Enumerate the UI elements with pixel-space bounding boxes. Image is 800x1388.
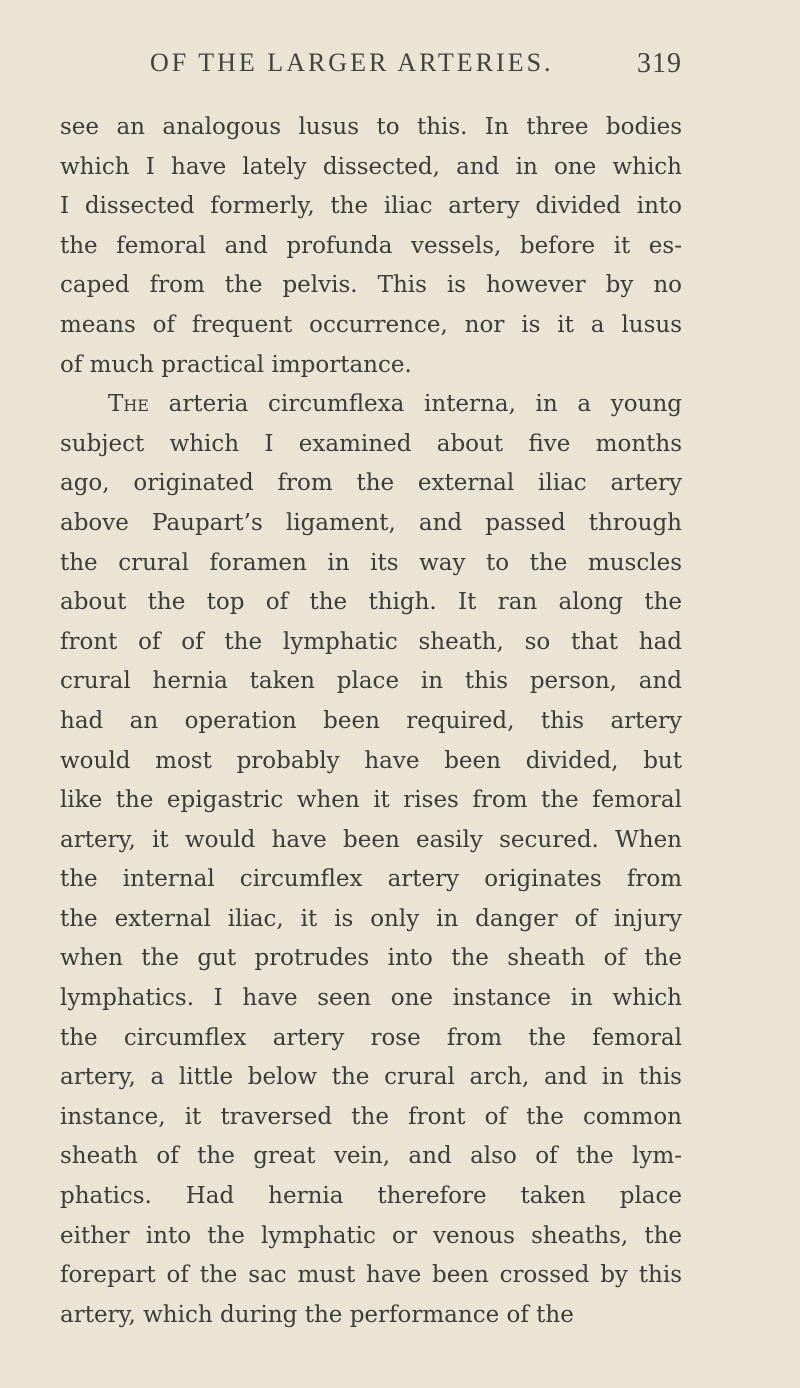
text-line: the external iliac, it is only in danger of injury [60, 905, 682, 932]
running-head [150, 48, 682, 88]
text-line: caped from the pelvis. This is however by no [60, 272, 682, 299]
text-line: the circumflex artery rose from the femoral [60, 1024, 682, 1051]
text-line: see an analogous lusus to this. In three bodies [60, 114, 682, 140]
text-line-first [60, 385, 682, 425]
text-line: the internal circumflex artery originates from [60, 866, 682, 893]
text-line: forepart of the sac must have been crossed by this [60, 1262, 682, 1289]
paragraph-1 [60, 108, 682, 385]
text-line: would most probably have been divided, but [60, 747, 682, 774]
paragraph-lead-word: The [108, 391, 149, 418]
first-line-text: arteria circumflexa interna, in a young [148, 391, 682, 418]
text-line: ago, originated from the external iliac artery [60, 470, 682, 497]
text-line: means of frequent occurrence, nor is it a lusus [60, 311, 682, 338]
text-line: instance, it traversed the front of the common [60, 1103, 682, 1130]
text-line: crural hernia taken place in this person, and [60, 668, 682, 695]
text-line: lymphatics. I have seen one instance in which [60, 985, 682, 1012]
text-line: the femoral and profunda vessels, before it es- [60, 232, 682, 259]
text-line: sheath of the great vein, and also of the lym- [60, 1143, 682, 1170]
text-line: artery, a little below the crural arch, and in this [60, 1064, 682, 1091]
text-line: like the epigastric when it rises from the femoral [60, 787, 682, 814]
text-line: artery, which during the performance of the [60, 1301, 574, 1328]
text-line: had an operation been required, this artery [60, 707, 682, 734]
text-line: the crural foramen in its way to the muscles [60, 549, 682, 576]
text-line: about the top of the thigh. It ran along the [60, 589, 682, 616]
text-line: I dissected formerly, the iliac artery divided into [60, 193, 682, 220]
text-line: artery, it would have been easily secured. When [60, 826, 682, 853]
text-line: subject which I examined about five months [60, 430, 682, 457]
text-line: above Paupart’s ligament, and passed through [60, 509, 682, 536]
running-head-title: OF THE LARGER ARTERIES. [150, 48, 554, 77]
text-line: phatics. Had hernia therefore taken place [60, 1183, 682, 1210]
page-number: 319 [637, 48, 682, 79]
text-line: when the gut protrudes into the sheath of the [60, 945, 682, 972]
paragraph-2 [60, 385, 682, 1335]
text-line: of much practical importance. [60, 351, 412, 378]
text-line: either into the lymphatic or venous sheaths, the [60, 1222, 682, 1249]
text-line: which I have lately dissected, and in one which [60, 153, 682, 180]
body-text [60, 108, 682, 1335]
text-line: front of of the lymphatic sheath, so that had [60, 628, 682, 655]
